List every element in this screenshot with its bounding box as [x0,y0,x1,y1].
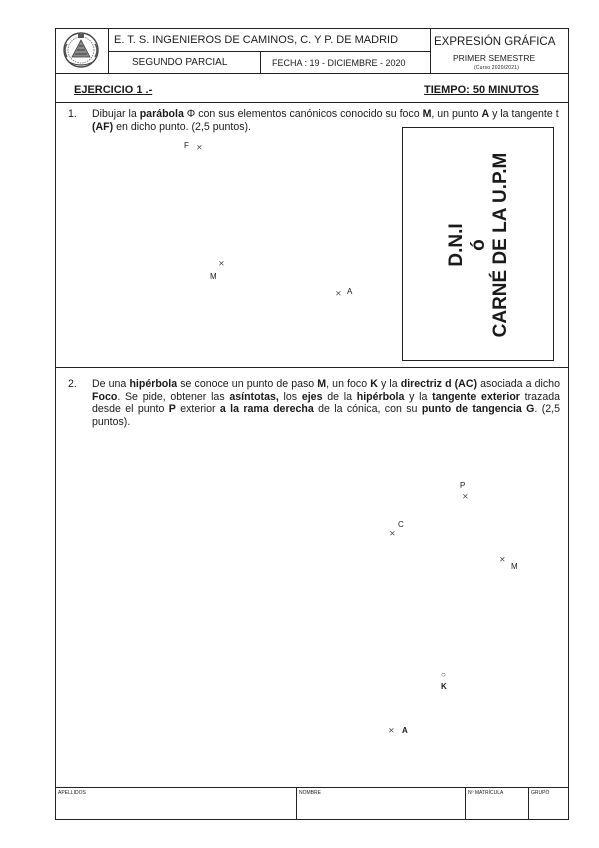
point-marker: ⨯ [196,143,203,152]
question-2-number: 2. [68,378,77,390]
surname-field: APELLIDOS [58,790,86,796]
point-marker: ⨯ [499,555,506,564]
point-marker: ○ [441,670,446,679]
header-divider [108,51,430,52]
question-1-text: Dibujar la parábola Φ con sus elementos canónicos conocido su foco M, un punto A y la tangente t (AF) en dicho punto. (2,5 puntos). [92,108,559,133]
exercise-title: EJERCICIO 1 .- [74,84,153,96]
semester: PRIMER SEMESTRE [453,53,536,63]
point-label-a2: A [402,726,408,735]
footer-divider [465,787,466,820]
point-marker: ⨯ [388,726,395,735]
footer-divider [55,787,569,788]
exercise-divider [55,102,569,103]
exam-type: SEGUNDO PARCIAL [132,57,228,68]
id-card-label: D.N.I ó CARNÉ DE LA U.P.M [446,152,511,338]
exam-time: TIEMPO: 50 MINUTOS [424,84,539,96]
point-label-a: A [347,287,353,296]
point-marker: ⨯ [389,529,396,538]
point-label-c: C [398,520,404,529]
point-label-k: K [441,682,447,691]
matricula-field: Nº MATRÍCULA [468,790,504,796]
footer-divider [528,787,529,820]
subject-title: EXPRESIÓN GRÁFICA [434,36,556,48]
point-label-m: M [210,272,217,281]
point-label-p: P [460,481,466,490]
name-field: NOMBRE [299,790,321,796]
point-marker: ⨯ [335,289,342,298]
point-marker: ⨯ [462,492,469,501]
footer-divider [296,787,297,820]
question-1-number: 1. [68,108,77,120]
group-field: GRUPO [531,790,550,796]
exam-date: FECHA : 19 - DICIEMBRE - 2020 [272,58,406,68]
course-year: (Curso 2020/2021) [474,65,520,71]
point-label-m2: M [511,562,518,571]
id-card-placeholder [402,127,554,361]
school-name: E. T. S. INGENIEROS DE CAMINOS, C. Y P. DE MADRID [114,34,399,46]
header-divider [55,73,569,74]
university-crest-logo [59,30,103,71]
question-2-text: De una hipérbola se conoce un punto de paso M, un foco K y la directriz d (AC) asociada a dicho Foco. Se pide, obtener las asíntotas, los ejes de la hipérbola y la tangente exterior trazada desde el punto P exterior a la rama derecha de la cónica, con su punto de tangencia G. (2,5 puntos). [92,378,560,428]
point-marker: ⨯ [218,259,225,268]
question-divider [55,367,569,368]
point-label-f: F [184,141,189,150]
header-divider [430,28,431,73]
header-divider [260,51,261,73]
